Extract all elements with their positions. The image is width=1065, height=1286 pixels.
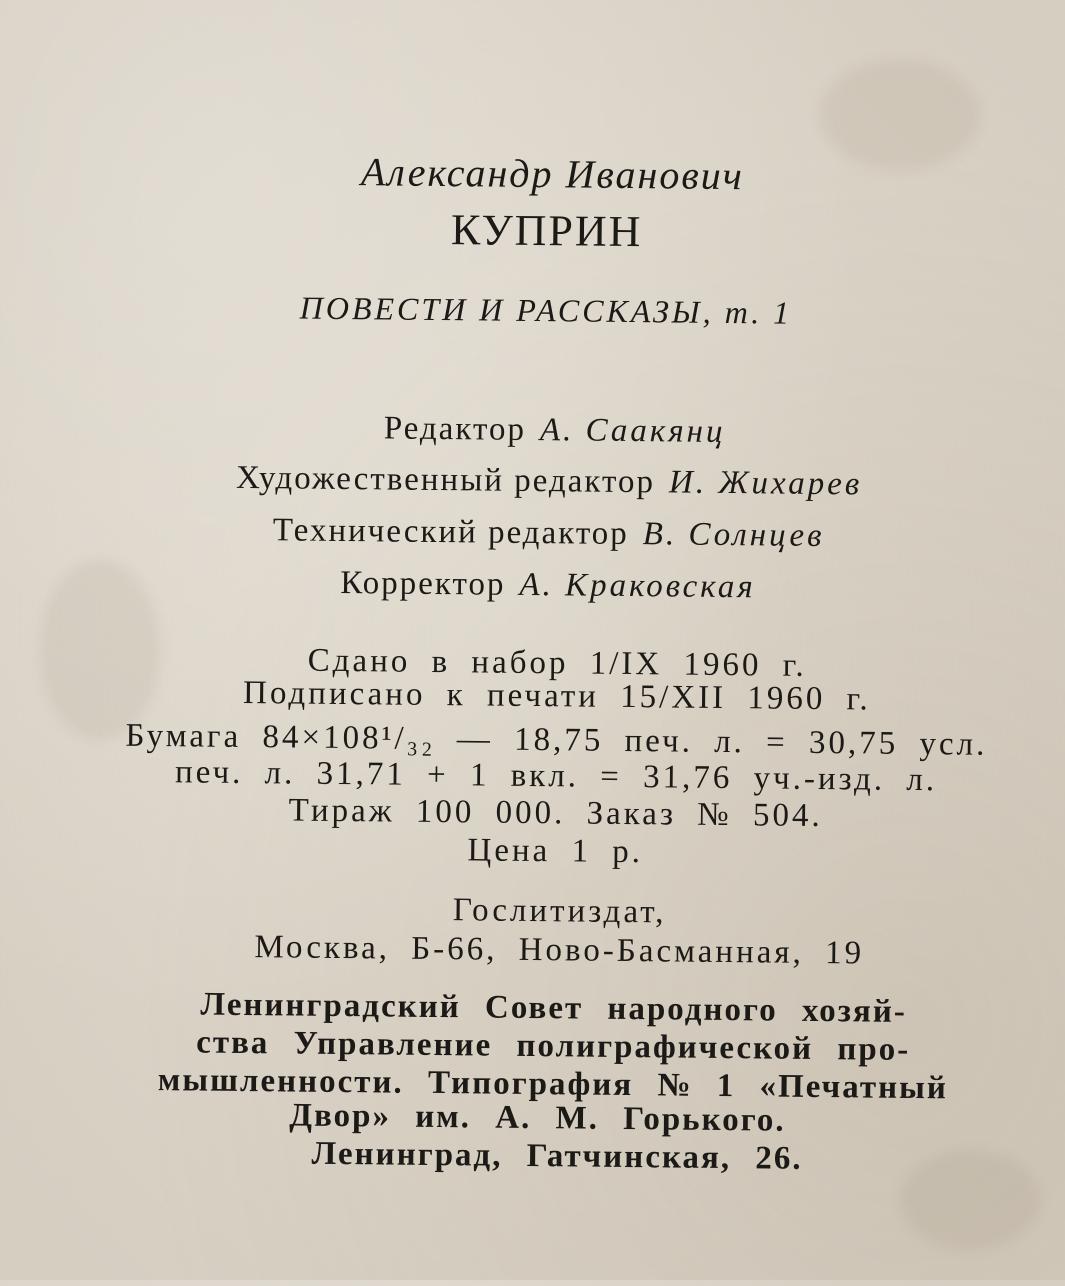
printer-line: мышленности. Типография № 1 «Печатный xyxy=(157,1062,949,1107)
credit-technical-editor xyxy=(1,509,1065,557)
imprint-paper-format: Бумага 84×108¹/₃₂ — 18,75 печ. л. = 30,75 усл. xyxy=(125,717,988,763)
printer-address: Ленинград, Гатчинская, 26. xyxy=(311,1135,803,1177)
credit-art-editor xyxy=(1,457,1065,505)
printer-line: Ленинградский Совет народного хозяй- xyxy=(200,986,907,1030)
credit-role: Технический редактор xyxy=(272,512,629,553)
book-title: ПОВЕСТИ И РАССКАЗЫ, т. 1 xyxy=(299,289,793,331)
credit-role: Корректор xyxy=(340,564,506,603)
publisher-address: Москва, Б-66, Ново-Басманная, 19 xyxy=(254,929,865,972)
imprint-sheets: печ. л. 31,71 + 1 вкл. = 31,76 уч.-изд. л. xyxy=(174,754,938,799)
credit-editor xyxy=(2,406,1065,454)
author-name: Александр Иванович xyxy=(360,149,745,199)
author-surname: КУПРИН xyxy=(450,205,643,257)
imprint-print-date: Подписано к печати 15/XII 1960 г. xyxy=(242,674,871,718)
credit-proofreader xyxy=(0,561,1065,609)
credit-person: И. Жихарев xyxy=(668,464,863,503)
imprint-print-run: Тираж 100 000. Заказ № 504. xyxy=(288,792,823,835)
publisher-name: Гослитиздат, xyxy=(452,892,667,931)
imprint-price: Цена 1 р. xyxy=(467,832,644,871)
credit-person: А. Краковская xyxy=(519,566,756,606)
printer-line: ства Управление полиграфической про- xyxy=(196,1024,911,1068)
printer-line: Двор» им. А. М. Горького. xyxy=(289,1097,786,1139)
credit-role: Редактор xyxy=(383,410,527,448)
credit-role: Художественный редактор xyxy=(235,459,656,501)
imprint-typesetting-date: Сдано в набор 1/IX 1960 г. xyxy=(307,642,807,684)
credit-person: А. Саакянц xyxy=(539,412,726,451)
credit-person: В. Солнцев xyxy=(642,516,825,555)
